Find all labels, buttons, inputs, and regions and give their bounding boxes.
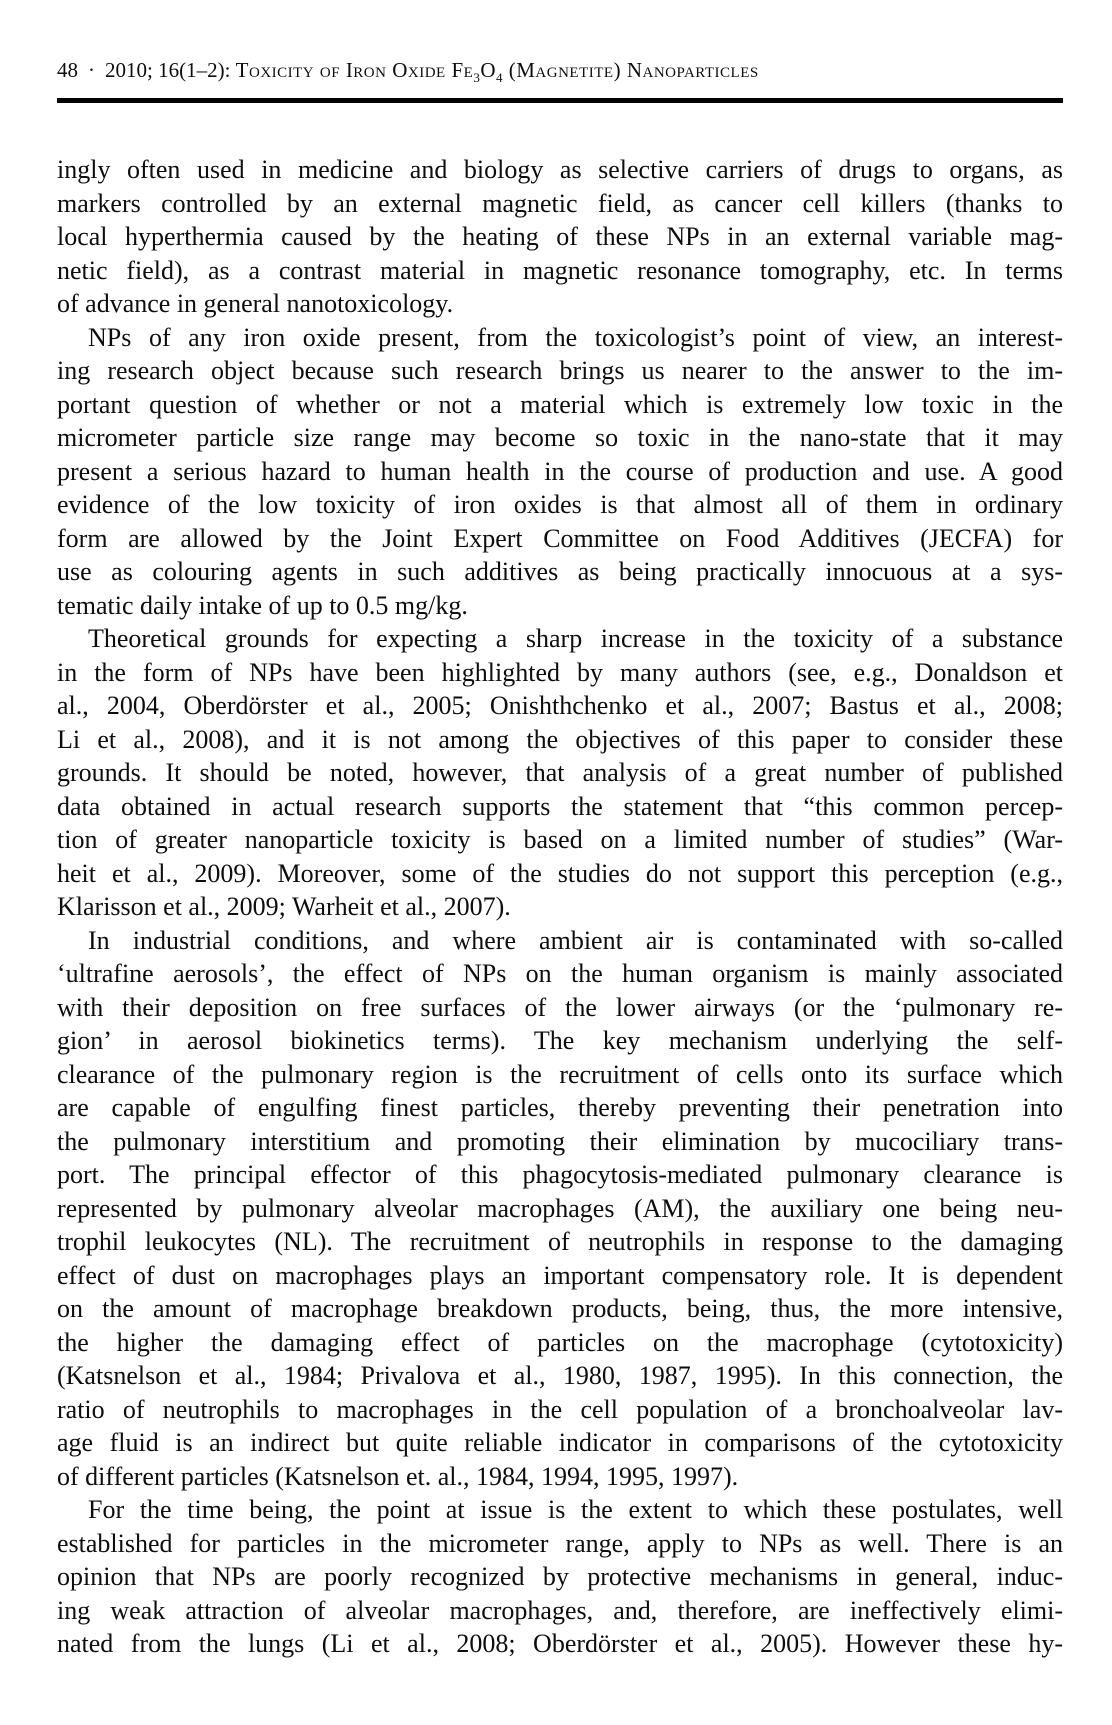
text-line: gion’ in aerosol biokinetics terms). The key mechanism underlying the self- <box>57 1026 1063 1055</box>
text-line: effect of dust on macrophages plays an important compensatory role. It is dependent <box>57 1260 1063 1290</box>
formula-subscript: 3 <box>473 70 481 86</box>
running-title-text: Toxicity of Iron Oxide Fe <box>235 58 474 82</box>
text-line: opinion that NPs are poorly recognized by protective mechanisms in general, induc- <box>57 1562 1063 1591</box>
text-line: age fluid is an indirect but quite reliable indicator in comparisons of the cytotoxicity <box>57 1428 1063 1457</box>
text-line: the higher the damaging effect of particles on the macrophage (cytotoxicity) <box>57 1327 1063 1357</box>
text-line: clearance of the pulmonary region is the recruitment of cells onto its surface which <box>57 1059 1063 1089</box>
page-number: 48 <box>57 58 78 82</box>
text-line: ing research object because such research brings us nearer to the answer to the im- <box>57 356 1063 385</box>
text-line: In industrial conditions, and where ambient air is contaminated with so-called <box>88 925 1063 955</box>
text-line: in the form of NPs have been highlighted by many authors (see, e.g., Donaldson et <box>57 657 1063 687</box>
running-title <box>235 58 759 86</box>
text-line: of different particles (Katsnelson et. al., 1984, 1994, 1995, 1997). <box>57 1461 739 1491</box>
text-line: data obtained in actual research supports the statement that “this common percep- <box>57 791 1063 821</box>
text-line: Theoretical grounds for expecting a sharp increase in the toxicity of a substance <box>88 624 1063 653</box>
text-line: evidence of the low toxicity of iron oxides is that almost all of them in ordinary <box>57 490 1063 519</box>
header-rule <box>57 98 1063 103</box>
text-line: represented by pulmonary alveolar macrophages (AM), the auxiliary one being neu- <box>57 1193 1063 1223</box>
text-line: For the time being, the point at issue is the extent to which these postulates, well <box>88 1495 1063 1524</box>
text-line: of advance in general nanotoxicology. <box>57 289 454 318</box>
text-line: markers controlled by an external magnetic field, as cancer cell killers (thanks to <box>57 188 1063 218</box>
text-line: ing weak attraction of alveolar macrophages, and, therefore, are ineffectively elimi- <box>57 1595 1063 1625</box>
text-line: the pulmonary interstitium and promoting their elimination by mucociliary trans- <box>57 1126 1063 1156</box>
paragraph <box>57 622 1063 924</box>
text-line: portant question of whether or not a material which is extremely low toxic in the <box>57 389 1063 419</box>
text-line: established for particles in the micrometer range, apply to NPs as well. There is an <box>57 1528 1063 1558</box>
text-line: Li et al., 2008), and it is not among the objectives of this paper to consider these <box>57 724 1063 754</box>
text-line: use as colouring agents in such additives as being practically innocuous at a sys- <box>57 557 1063 586</box>
text-line: tematic daily intake of up to 0.5 mg/kg. <box>57 590 468 620</box>
formula-subscript: 4 <box>496 70 504 86</box>
text-line: port. The principal effector of this phagocytosis-mediated pulmonary clearance is <box>57 1160 1063 1189</box>
text-line: heit et al., 2009). Moreover, some of the studies do not support this perception (e.g., <box>57 858 1063 888</box>
text-line: ratio of neutrophils to macrophages in the cell population of a bronchoalveolar lav- <box>57 1394 1063 1424</box>
paragraph <box>57 924 1063 1494</box>
running-title-text: O <box>480 58 496 82</box>
text-line: trophil leukocytes (NL). The recruitment of neutrophils in response to the damaging <box>57 1227 1063 1256</box>
paragraph <box>57 321 1063 623</box>
text-line: al., 2004, Oberdörster et al., 2005; Onishthchenko et al., 2007; Bastus et al., 2008; <box>57 691 1063 720</box>
text-line: Klarisson et al., 2009; Warheit et al., 2007). <box>57 892 511 921</box>
journal-info: 2010; 16(1–2): <box>105 58 231 82</box>
text-line: with their deposition on free surfaces of the lower airways (or the ‘pulmonary re- <box>57 992 1063 1022</box>
text-line: NPs of any iron oxide present, from the toxicologist’s point of view, an interest- <box>88 322 1063 352</box>
header-separator: · <box>88 58 95 82</box>
text-line: present a serious hazard to human health in the course of production and use. A good <box>57 456 1063 486</box>
running-header <box>57 57 1063 86</box>
text-line: on the amount of macrophage breakdown products, being, thus, the more intensive, <box>57 1294 1063 1323</box>
text-line: are capable of engulfing finest particles, thereby preventing their penetration into <box>57 1093 1063 1122</box>
running-title-text: (Magnetite) Nanoparticles <box>503 58 759 82</box>
text-line: micrometer particle size range may become so toxic in the nano-state that it may <box>57 423 1063 452</box>
text-line: ingly often used in medicine and biology as selective carriers of drugs to organs, as <box>57 155 1063 184</box>
text-line: form are allowed by the Joint Expert Committee on Food Additives (JECFA) for <box>57 523 1063 553</box>
paragraph <box>57 153 1063 321</box>
text-line: nated from the lungs (Li et al., 2008; Oberdörster et al., 2005). However these hy- <box>57 1629 1063 1658</box>
text-line: ‘ultrafine aerosols’, the effect of NPs on the human organism is mainly associated <box>57 959 1063 988</box>
paragraph <box>57 1493 1063 1661</box>
text-line: netic field), as a contrast material in magnetic resonance tomography, etc. In terms <box>57 255 1063 285</box>
article-body <box>57 153 1063 1661</box>
text-line: local hyperthermia caused by the heating of these NPs in an external variable mag- <box>57 222 1063 251</box>
text-line: grounds. It should be noted, however, that analysis of a great number of published <box>57 758 1063 787</box>
text-line: (Katsnelson et al., 1984; Privalova et al., 1980, 1987, 1995). In this connection, the <box>57 1361 1063 1390</box>
text-line: tion of greater nanoparticle toxicity is based on a limited number of studies” (War- <box>57 825 1063 854</box>
